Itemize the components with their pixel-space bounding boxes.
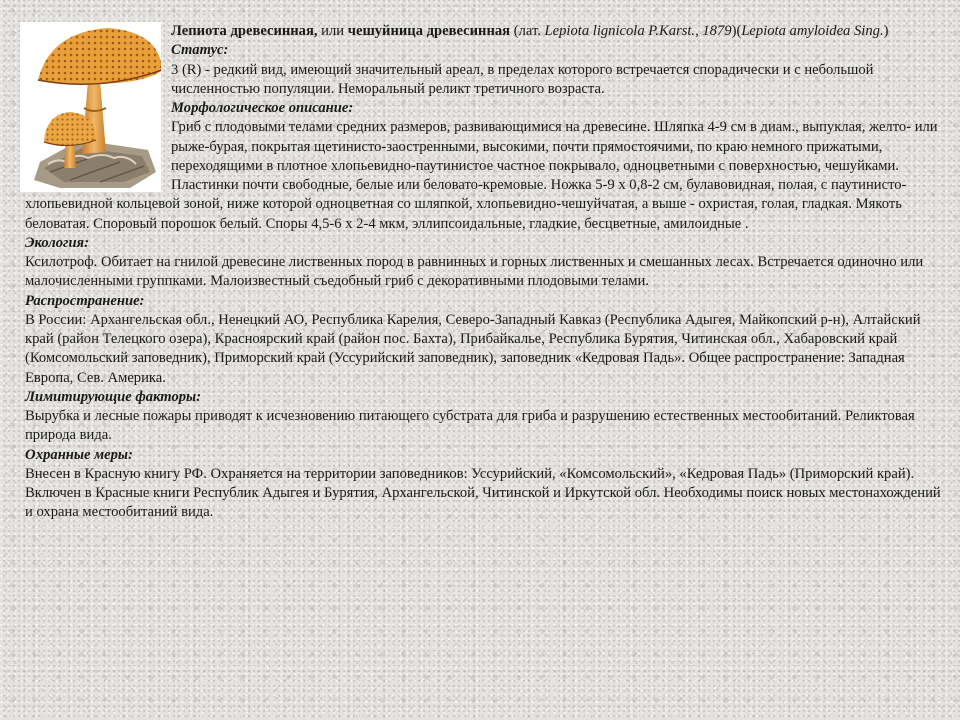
limiting-body: Вырубка и лесные пожары приводят к исчезновению питающего субстрата для гриба и разрушению естественных местообитаний. Реликтовая природа вида.	[25, 408, 915, 444]
morphology-heading: Морфологическое описание:	[171, 100, 354, 116]
protection-heading: Охранные меры:	[25, 446, 133, 463]
status-heading: Статус:	[171, 42, 229, 59]
distribution-heading: Распространение:	[25, 292, 145, 309]
title-mid: )(	[731, 23, 742, 39]
title-latin: Lepiota lignicola P.Karst., 1879	[544, 23, 732, 39]
ecology-heading: Экология:	[25, 234, 89, 251]
status-body: 3 (R) - редкий вид, имеющий значительный ареал, в пределах которого встречается спорадически и с небольшой численностью популяции. Неморальный реликт третичного возраста.	[171, 61, 874, 97]
distribution-body: В России: Архангельская обл., Ненецкий АО, Республика Карелия, Северо-Западный Кавказ (Республика Адыгея, Майкопский р-н), Алтайский край (район Телецкого озера), Красноярский край (район пос. Бахта), Прибайкалье, Республика Бурятия, Читинская обл., Хабаровский край (Комсомольский заповедник), Приморский край (Уссурийский заповедник), заповедник «Кедровая Падь». Общее распространение: Западная Европа, Сев. Америка.	[25, 311, 921, 386]
title-name-2: чешуйница древесинная	[347, 23, 511, 39]
title-lat-prefix: (лат.	[510, 23, 545, 39]
image-spacer	[25, 22, 171, 190]
protection-body: Внесен в Красную книгу РФ. Охраняется на территории заповедников: Уссурийский, «Комсомольский», «Кедровая Падь» (Приморский край). Включен в Красные книги Республик Адыгея и Бурятия, Архангельской, Читинской и Иркутской обл. Необходимы поиск новых местонахождений и охрана местообитаний вида.	[25, 465, 941, 521]
limiting-heading: Лимитирующие факторы:	[25, 388, 202, 405]
morphology-body: Гриб с плодовыми телами средних размеров, развивающимися на древесине. Шляпка 4-9 см в диам., выпуклая, желто- или рыже-бурая, покрытая щетинисто-заостренными, высокими, почти прямостоячими, по краю немного прижатыми, переходящими в плотное хлопьевидно-паутинистое частное покрывало, одноцветными с поверхностью, чешуйками. Пластинки почти свободные, белые или беловато-кремовые. Ножка 5-9 x 0,8-2 см, булавовидная, полая, с паутинисто-хлопьевидной кольцевой зоной, ниже которой одноцветная со шляпкой, хлопьевидно-чешуйчатая, а выше - охристая, голая, гладкая. Мякоть беловатая. Споровый порошок белый. Споры 4,5-6 x 2-4 мкм, эллипсоидальные, гладкие, бесцветные, амилоидные .	[25, 119, 938, 232]
title-sep: или	[317, 23, 348, 39]
article-text	[25, 22, 950, 523]
title-name-1: Лепиота древесинная,	[171, 23, 318, 39]
title-latin-2: Lepiota amyloidea Sing.	[741, 23, 884, 39]
title-close: )	[883, 23, 889, 39]
ecology-body: Ксилотроф. Обитает на гнилой древесине лиственных пород в равнинных и горных лиственных и смешанных лесах. Встречается одиночно или малочисленными группками. Малоизвестный съедобный гриб с декоративными плодовыми телами.	[25, 254, 924, 290]
